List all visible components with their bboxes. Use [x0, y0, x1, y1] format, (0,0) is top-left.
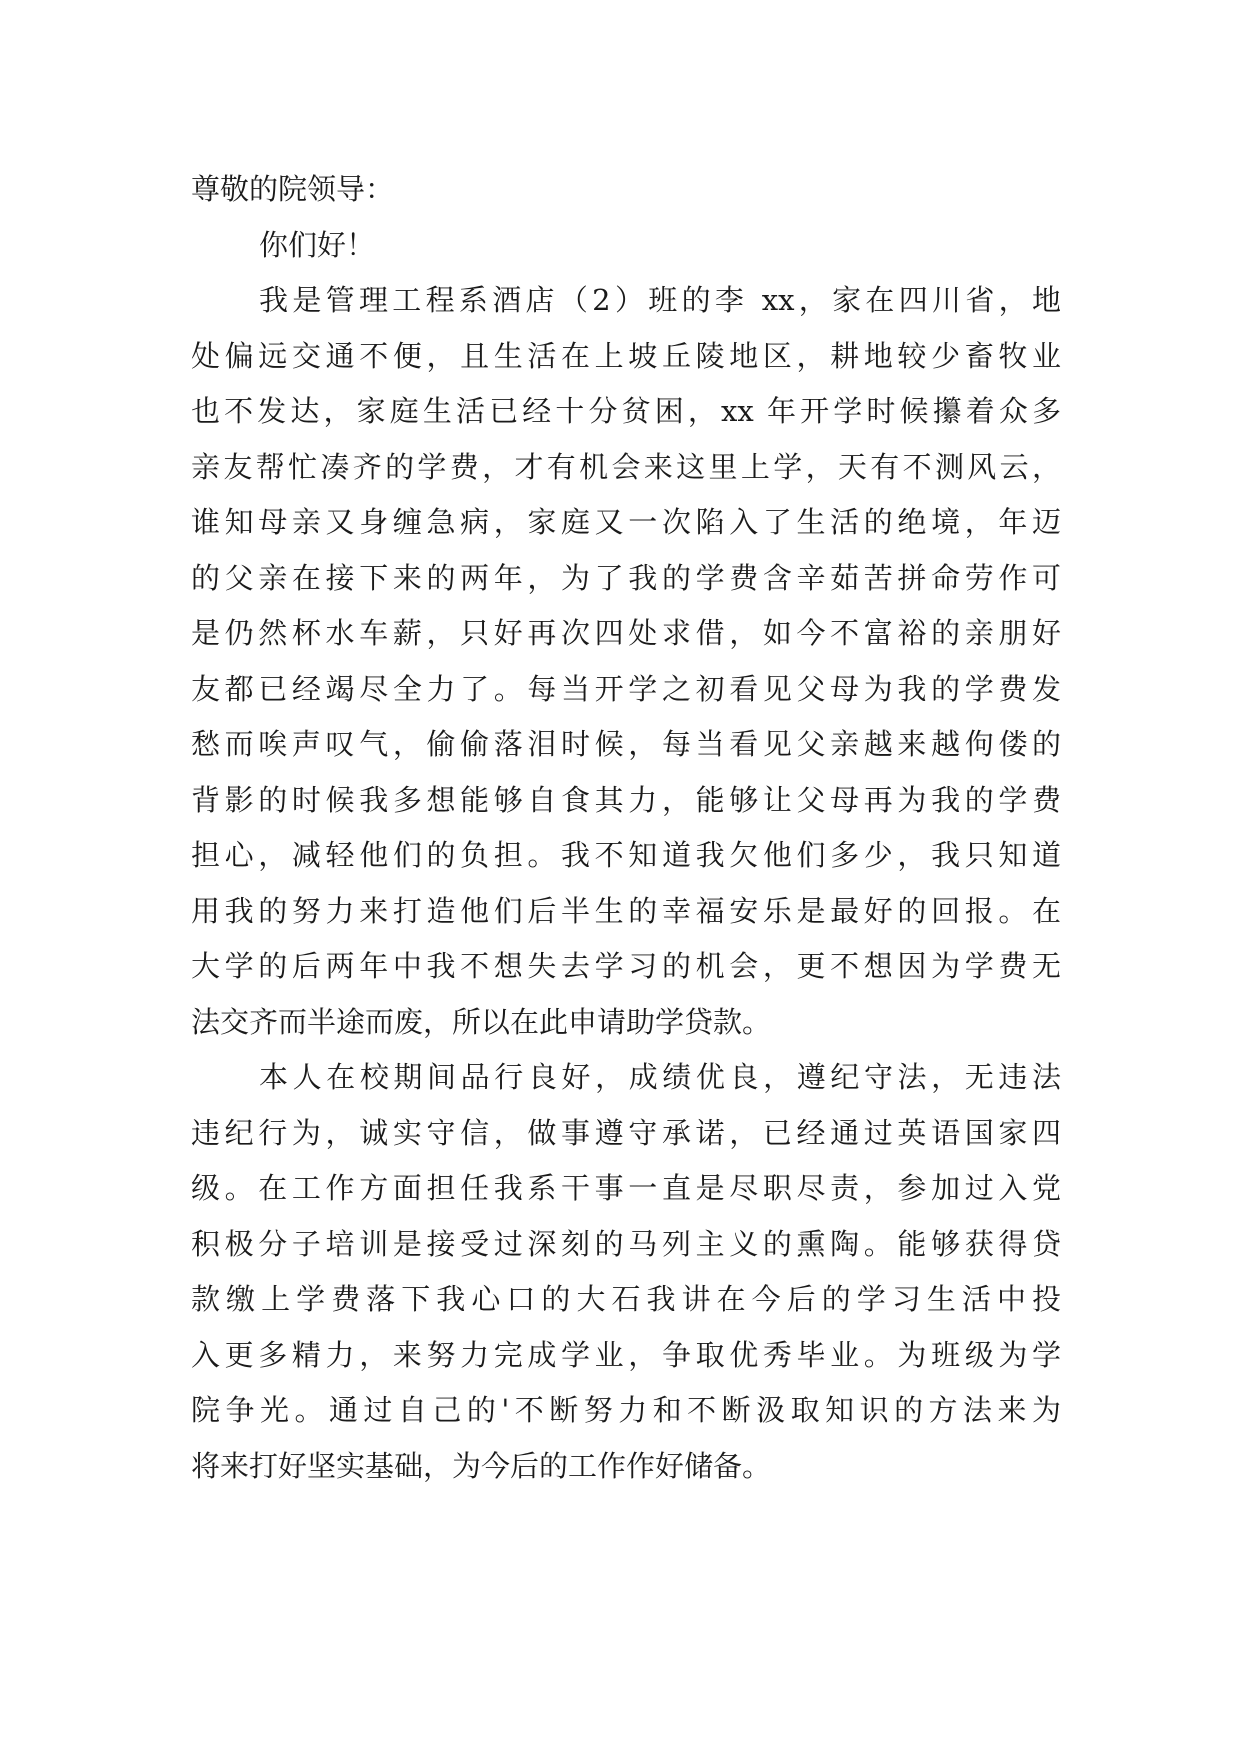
paragraph-line: 也不发达，家庭生活已经十分贫困，xx 年开学时候攥着众多: [191, 394, 1061, 428]
paragraph-line: 违纪行为，诚实守信，做事遵守承诺，已经通过英语国家四: [191, 1115, 1061, 1150]
paragraph-1: [191, 273, 1061, 1050]
paragraph-line: 用我的努力来打造他们后半生的幸福安乐是最好的回报。在: [191, 893, 1061, 928]
paragraph-line: 院争光。通过自己的'不断努力和不断汲取知识的方法来为: [191, 1393, 1061, 1427]
paragraph-line: 担心，减轻他们的负担。我不知道我欠他们多少，我只知道: [191, 838, 1061, 872]
paragraph-line: 谁知母亲又身缠急病，家庭又一次陷入了生活的绝境，年迈: [191, 505, 1061, 539]
letter-body: [191, 162, 1061, 1494]
paragraph-line: 是仍然杯水车薪，只好再次四处求借，如今不富裕的亲朋好: [191, 616, 1061, 650]
paragraph-line: 愁而唉声叹气，偷偷落泪时候，每当看见父亲越来越佝偻的: [191, 727, 1061, 761]
paragraph-line: 级。在工作方面担任我系干事一直是尽职尽责，参加过入党: [191, 1171, 1061, 1205]
paragraph-line: 法交齐而半途而废，所以在此申请助学贷款。: [191, 1004, 772, 1039]
paragraph-line: 大学的后两年中我不想失去学习的机会，更不想因为学费无: [191, 949, 1061, 983]
paragraph-line: 友都已经竭尽全力了。每当开学之初看见父母为我的学费发: [191, 671, 1061, 706]
paragraph-line: 背影的时候我多想能够自食其力，能够让父母再为我的学费: [191, 782, 1061, 817]
paragraph-line: 处偏远交通不便，且生活在上坡丘陵地区，耕地较少畜牧业: [191, 338, 1061, 373]
paragraph-2: [191, 1050, 1061, 1494]
paragraph-line: 我是管理工程系酒店（2）班的李 xx，家在四川省，地: [259, 283, 1061, 317]
paragraph-line: 本人在校期间品行良好，成绩优良，遵纪守法，无违法: [259, 1060, 1061, 1094]
salutation: 尊敬的院领导：: [191, 172, 395, 206]
greeting: 你们好！: [259, 227, 376, 262]
paragraph-line: 款缴上学费落下我心口的大石我讲在今后的学习生活中投: [191, 1282, 1061, 1316]
paragraph-line: 亲友帮忙凑齐的学费，才有机会来这里上学，天有不测风云，: [191, 449, 1061, 484]
paragraph-line: 的父亲在接下来的两年，为了我的学费含辛茹苦拼命劳作可: [191, 560, 1061, 595]
paragraph-line: 积极分子培训是接受过深刻的马列主义的熏陶。能够获得贷: [191, 1226, 1061, 1261]
paragraph-line: 入更多精力，来努力完成学业，争取优秀毕业。为班级为学: [191, 1337, 1061, 1372]
paragraph-line: 将来打好坚实基础，为今后的工作作好储备。: [191, 1448, 772, 1483]
